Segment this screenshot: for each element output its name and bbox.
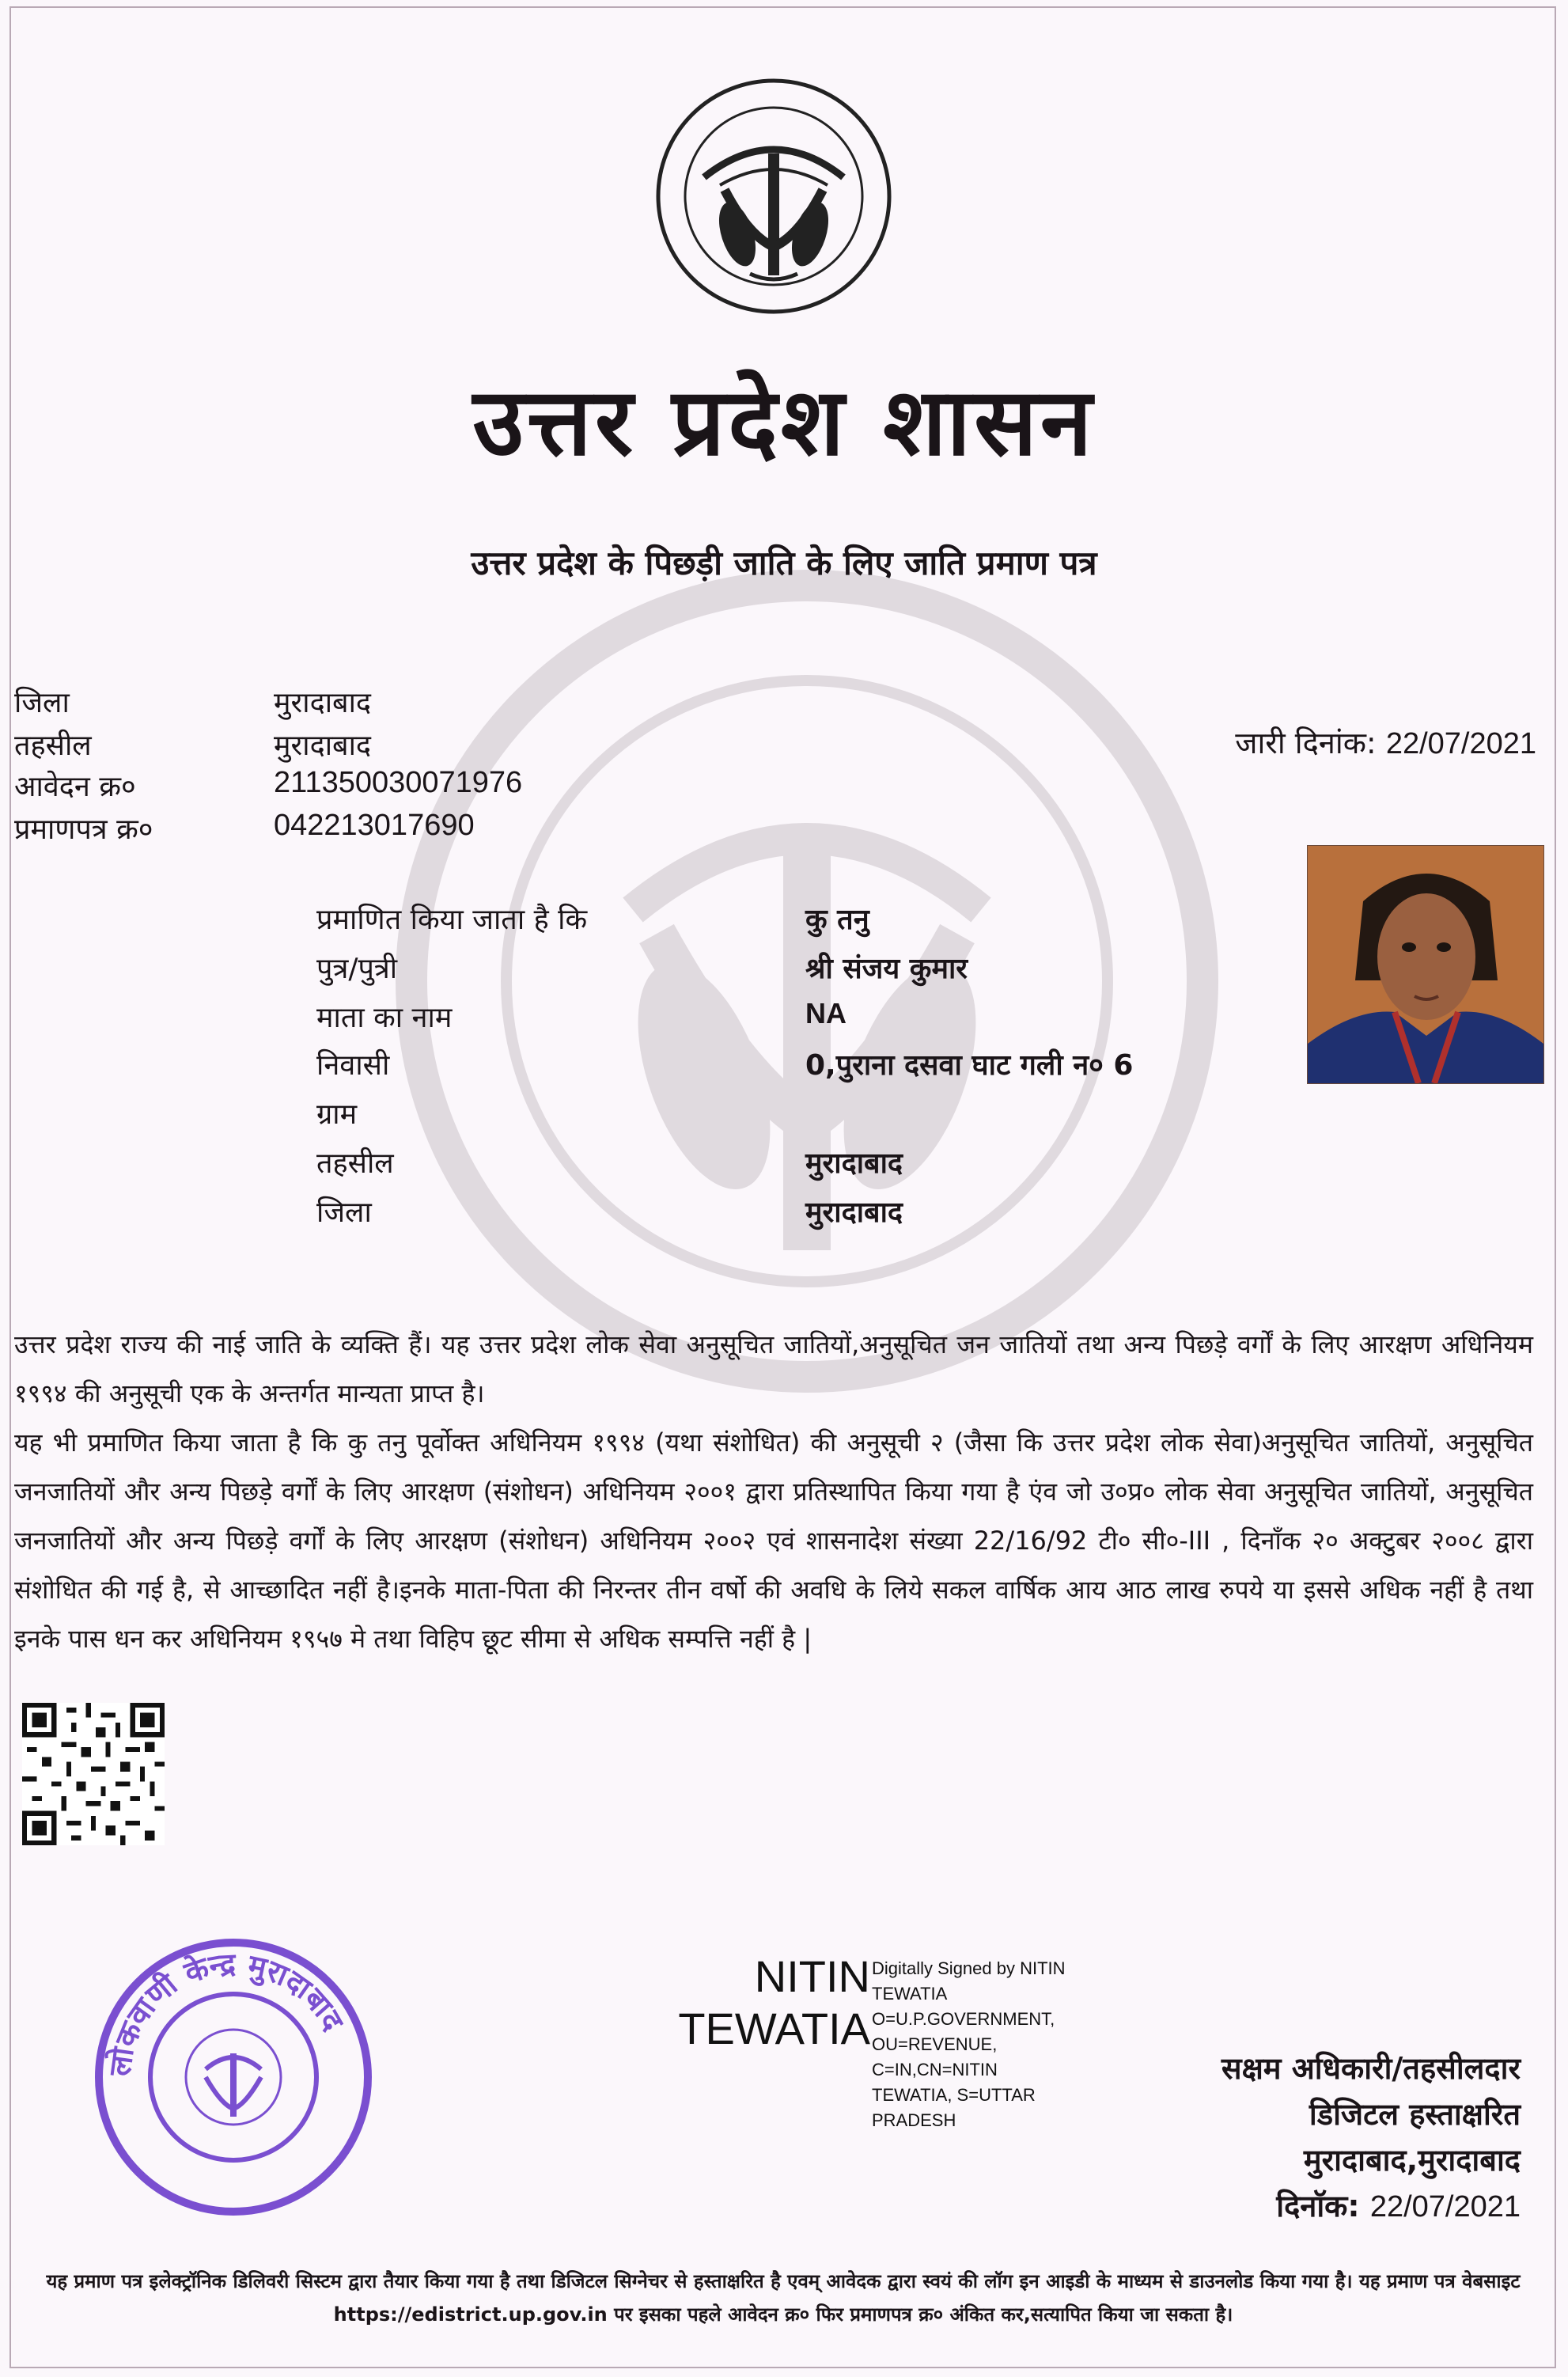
detail-label: ग्राम	[316, 1098, 358, 1131]
signature-detail-line: TEWATIA	[872, 1984, 948, 2004]
officer-date-value: 22/07/2021	[1369, 2190, 1521, 2223]
detail-label: निवासी	[316, 1049, 390, 1082]
signing-officer-block	[1109, 2045, 1521, 2230]
applicant-photo	[1307, 845, 1544, 1084]
certificate-body	[14, 1320, 1533, 1663]
info-label: प्रमाणपत्र क्र०	[14, 813, 153, 846]
tehsil-name: मुरादाबाद	[805, 1147, 903, 1180]
qr-code	[22, 1703, 165, 1845]
issue-date-label: जारी दिनांक:	[1235, 726, 1377, 760]
detail-label: पुत्र/पुत्री	[316, 953, 398, 985]
certificate-subtitle: उत्तर प्रदेश के पिछड़ी जाति के लिए जाति प्रमाण पत्र	[471, 544, 1097, 582]
body-paragraph-caste: उत्तर प्रदेश राज्य की नाई जाति के व्यक्ति हैं। यह उत्तर प्रदेश लोक सेवा अनुसूचित जातियों,अनुसूचित जन जातियों तथा अन्य पिछड़े वर्गों के लिए आरक्षण अधिनियम १९९४ की अनुसूची एक के अन्तर्गत मान्यता प्राप्त है।	[14, 1329, 1533, 1408]
detail-label: माता का नाम	[316, 1002, 453, 1034]
signer-first-name: NITIN	[754, 1951, 870, 2001]
mother-name: NA	[805, 997, 846, 1029]
body-paragraph-certification: यह भी प्रमाणित किया जाता है कि कु तनु पूर्वोक्त अधिनियम १९९४ (यथा संशोधित) की अनुसूची २ (जैसा कि उत्तर प्रदेश लोक सेवा)अनुसूचित जातियों, अनुसूचित जनजातियों और अन्य पिछड़े वर्गों के लिए आरक्षण (संशोधन) अधिनियम २००१ द्वारा प्रतिस्थापित किया गया है एंव जो उ०प्र० लोक सेवा अनुसूचित जातियों, अनुसूचित जनजातियों और अन्य पिछड़े वर्गों के लिए आरक्षण (संशोधन) अधिनियम २००२ एवं शासनादेश संख्या 22/16/92 टी० सी०-III , दिनाँक २० अक्टुबर २००८ द्वारा संशोधित की गई है, से आच्छादित नहीं है।इनके माता-पिता की निरन्तर तीन वर्षो की अवधि के लिये सकल वार्षिक आय आठ लाख रुपये या इससे अधिक नहीं है तथा इनके पास धन कर अधिनियम १९५७ मे तथा विहिप छूट सीमा से अधिक सम्पत्ति नहीं है |	[14, 1427, 1533, 1654]
signature-detail-line: PRADESH	[872, 2110, 956, 2130]
officer-date	[1109, 2183, 1521, 2230]
residence-address: 0,पुराना दसवा घाट गली न० 6	[805, 1049, 1134, 1082]
certificate-number: 042213017690	[274, 809, 475, 842]
stamp-text: लोकवाणी केन्द्र मुरादाबाद	[102, 1946, 351, 2079]
applicant-name: कु तनु	[805, 904, 869, 936]
office-seal-stamp	[87, 1931, 380, 2223]
officer-location: मुरादाबाद,मुरादाबाद	[1303, 2143, 1521, 2178]
up-government-emblem	[655, 78, 892, 315]
signature-detail-line: O=U.P.GOVERNMENT,	[872, 2009, 1055, 2029]
digital-signature-details	[872, 1956, 1109, 2133]
info-label: आवेदन क्र०	[14, 771, 136, 803]
detail-label: प्रमाणित किया जाता है कि	[316, 904, 588, 936]
issue-date-value: 22/07/2021	[1385, 727, 1536, 760]
issue-date	[1235, 722, 1536, 763]
info-label: तहसील	[14, 730, 92, 762]
signature-detail-line: OU=REVENUE,	[872, 2034, 998, 2054]
page-title: उत्तर प्रदेश शासन	[472, 366, 1096, 476]
parent-name: श्री संजय कुमार	[805, 953, 968, 985]
info-label: जिला	[14, 687, 70, 719]
district-name: मुरादाबाद	[805, 1196, 903, 1229]
officer-digital-signed: डिजिटल हस्ताक्षरित	[1309, 2097, 1521, 2132]
info-value: मुरादाबाद	[274, 730, 372, 762]
signature-detail-line: Digitally Signed by NITIN	[872, 1958, 1066, 1978]
info-value: मुरादाबाद	[274, 687, 372, 719]
detail-label: तहसील	[316, 1147, 394, 1180]
signature-detail-line: TEWATIA, S=UTTAR	[872, 2085, 1036, 2105]
detail-label: जिला	[316, 1196, 372, 1229]
digital-signature-name	[633, 1951, 870, 2055]
officer-date-label: दिनाॅक:	[1276, 2189, 1360, 2223]
officer-designation: सक्षम अधिकारी/तहसीलदार	[1221, 2051, 1521, 2086]
verification-footer: यह प्रमाण पत्र इलेक्ट्रॉनिक डिलिवरी सिस्टम द्वारा तैयार किया गया है तथा डिजिटल सिग्नेचर से हस्ताक्षरित है एवम् आवेदक द्वारा स्वयं की लॉग इन आइडी के माध्यम से डाउनलोड किया गया है। यह प्रमाण पत्र वेबसाइट https://edistrict.up.gov.in पर इसका पहले आवेदन क्र० फिर प्रमाणपत्र क्र० अंकित कर,सत्यापित किया जा सकता है।	[46, 2270, 1521, 2326]
application-number: 211350030071976	[274, 766, 523, 799]
signer-last-name: TEWATIA	[678, 2004, 870, 2053]
signature-detail-line: C=IN,CN=NITIN	[872, 2060, 998, 2079]
